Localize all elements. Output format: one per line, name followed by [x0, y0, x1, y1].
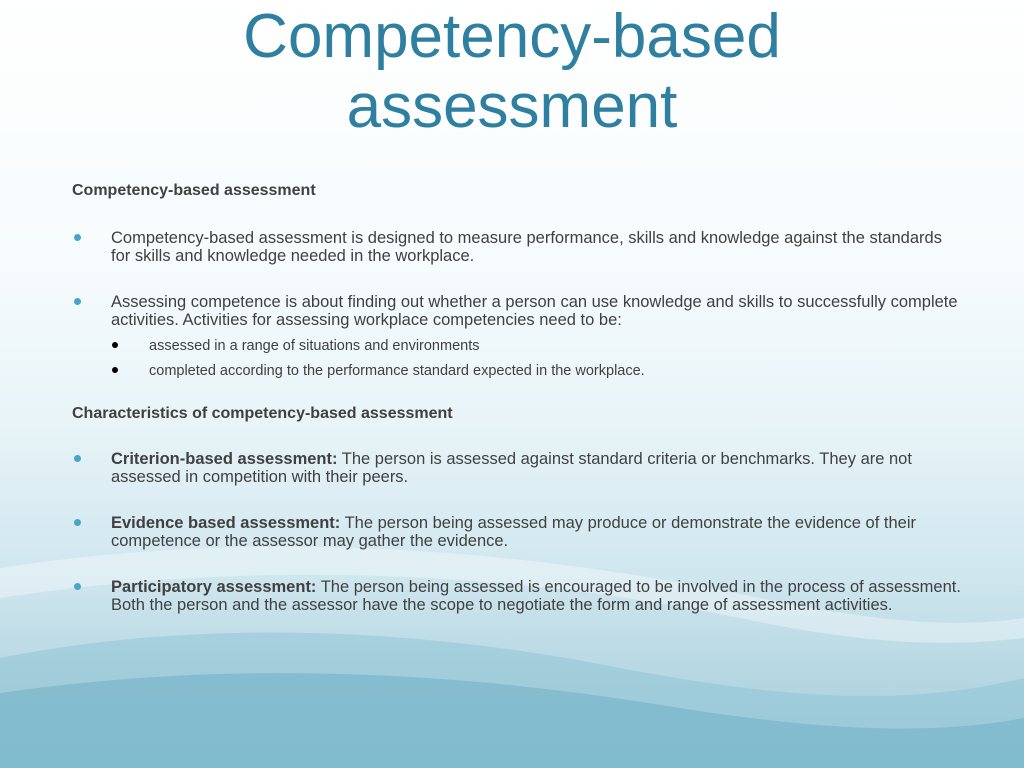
slide-title-line-2: assessment [346, 72, 678, 141]
sub-bullet-icon [112, 367, 118, 373]
sub-bullet-icon [112, 342, 118, 348]
bullet-item [72, 450, 962, 486]
bullet-icon [74, 519, 81, 526]
bullet-term: Participatory assessment: [111, 578, 317, 596]
slide-title [0, 2, 1024, 142]
sub-bullet-item [72, 337, 962, 355]
bullet-term: Criterion-based assessment: [111, 450, 338, 468]
bullet-icon [74, 455, 81, 462]
section-heading-2: Characteristics of competency-based assessment [72, 405, 453, 422]
sub-bullet-item [72, 362, 962, 380]
sub-bullet-text: assessed in a range of situations and environments [149, 338, 480, 354]
bullet-icon [74, 234, 81, 241]
bullet-text: The person being assessed is encouraged to be involved in the process of assessment. Both the person and the assessor have the scope to negotiate the form and range of assessment activities. [111, 578, 961, 614]
bullet-icon [74, 583, 81, 590]
slide-body [72, 181, 962, 614]
bullet-text: The person is assessed against standard criteria or benchmarks. They are not assessed in competition with their peers. [111, 450, 912, 486]
bullet-item [72, 578, 962, 614]
bullet-item [72, 514, 962, 550]
bullet-item [72, 293, 962, 329]
section-heading-1: Competency-based assessment [72, 182, 316, 199]
bullet-icon [74, 298, 81, 305]
bullet-text: The person being assessed may produce or demonstrate the evidence of their competence or the assessor may gather the evidence. [111, 514, 917, 550]
sub-bullet-text: completed according to the performance standard expected in the workplace. [149, 363, 645, 379]
bullet-item [72, 229, 962, 265]
slide-title-line-1: Competency-based [243, 2, 781, 71]
bullet-term: Evidence based assessment: [111, 514, 341, 532]
bullet-text: Assessing competence is about finding out whether a person can use knowledge and skills to successfully complete activities. Activities for assessing workplace competencies need to be: [111, 293, 958, 329]
bullet-text: Competency-based assessment is designed to measure performance, skills and knowledge against the standards for skills and knowledge needed in the workplace. [111, 229, 942, 265]
